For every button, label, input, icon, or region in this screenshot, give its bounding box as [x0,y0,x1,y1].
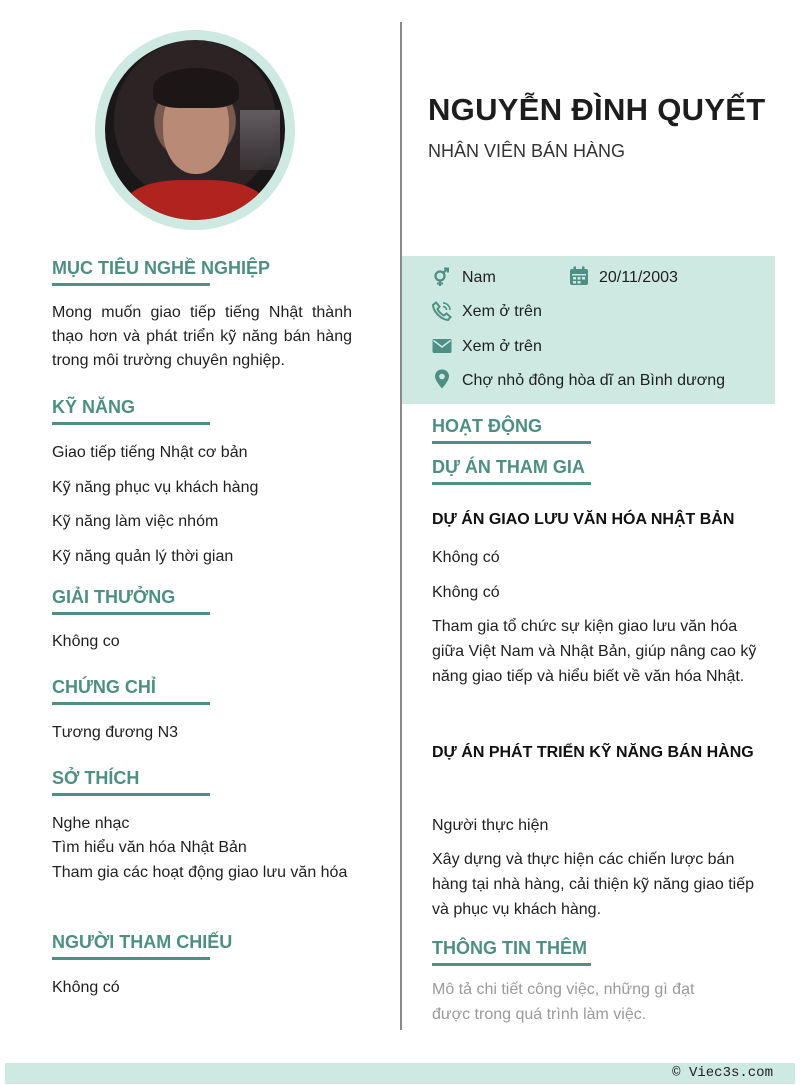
hobby-item: Tham gia các hoạt động giao lưu văn hóa [52,864,348,881]
project1-desc: Tham gia tổ chức sự kiện giao lưu văn hóa giữa Việt Nam và Nhật Bản, giúp nâng cao kỹ năng giao tiếp và hiểu biết về văn hóa Nhật. [432,618,757,685]
activities-underline [432,441,591,444]
projects-underline [432,482,591,485]
gender-text: Nam [462,269,496,286]
projects-title: DỰ ÁN THAM GIA [432,457,585,477]
references-underline [52,957,210,960]
footer-bar [5,1063,795,1084]
skill-item: Kỹ năng quản lý thời gian [52,548,234,565]
project2-desc: Xây dựng và thực hiện các chiến lược bán hàng tại nhà hàng, cải thiện kỹ năng giao tiếp và phục vụ khách hàng. [432,851,755,918]
objective-text: Mong muốn giao tiếp tiếng Nhật thành thạo hơn và phát triển kỹ năng bán hàng trong môi trường chuyên nghiệp. [52,304,352,369]
birthday-text: 20/11/2003 [599,269,678,286]
column-divider [400,22,402,1030]
extra-underline [432,963,591,966]
location-icon [432,369,452,389]
address-text: Chợ nhỏ đông hòa dĩ an Bình dương [462,372,725,389]
hobbies-title: SỞ THÍCH [52,768,140,788]
avatar-ring [95,30,295,230]
candidate-role: NHÂN VIÊN BÁN HÀNG [428,141,626,161]
objective-underline [52,283,210,286]
footer-credit: © Viec3s.com [672,1065,773,1081]
project1-name: DỰ ÁN GIAO LƯU VĂN HÓA NHẬT BẢN [432,511,735,528]
certificates-text: Tương đương N3 [52,724,179,741]
certificates-title: CHỨNG CHỈ [52,677,156,697]
skills-title: KỸ NĂNG [52,397,136,417]
hobby-item: Tìm hiểu văn hóa Nhật Bản [52,839,247,856]
project1-line2: Không có [432,584,500,601]
candidate-name: NGUYỄN ĐÌNH QUYẾT [428,92,766,127]
references-text: Không có [52,979,120,996]
skills-underline [52,422,210,425]
avatar [105,40,285,220]
project2-role: Người thực hiện [432,817,549,834]
skill-item: Giao tiếp tiếng Nhật cơ bản [52,444,248,461]
activities-title: HOẠT ĐỘNG [432,416,542,436]
skill-item: Kỹ năng phục vụ khách hàng [52,479,259,496]
hobby-item: Nghe nhạc [52,815,130,832]
email-icon [432,336,452,356]
phone-text: Xem ở trên [462,303,542,320]
calendar-icon [569,266,589,286]
phone-icon [432,301,452,321]
awards-text: Không co [52,633,120,650]
contact-box [402,256,775,404]
extra-title: THÔNG TIN THÊM [432,938,587,958]
extra-placeholder[interactable]: Mô tả chi tiết công việc, những gì đạt được trong quá trình làm việc. [432,981,695,1023]
email-text: Xem ở trên [462,338,542,355]
awards-underline [52,612,210,615]
certificates-underline [52,702,210,705]
project2-name: DỰ ÁN PHÁT TRIỂN KỸ NĂNG BÁN HÀNG [432,744,754,761]
project1-line1: Không có [432,549,500,566]
objective-title: MỤC TIÊU NGHỀ NGHIỆP [52,258,271,278]
hobbies-underline [52,793,210,796]
references-title: NGƯỜI THAM CHIẾU [52,932,233,952]
gender-icon [432,267,452,287]
skill-item: Kỹ năng làm việc nhóm [52,513,219,530]
awards-title: GIẢI THƯỞNG [52,587,176,607]
